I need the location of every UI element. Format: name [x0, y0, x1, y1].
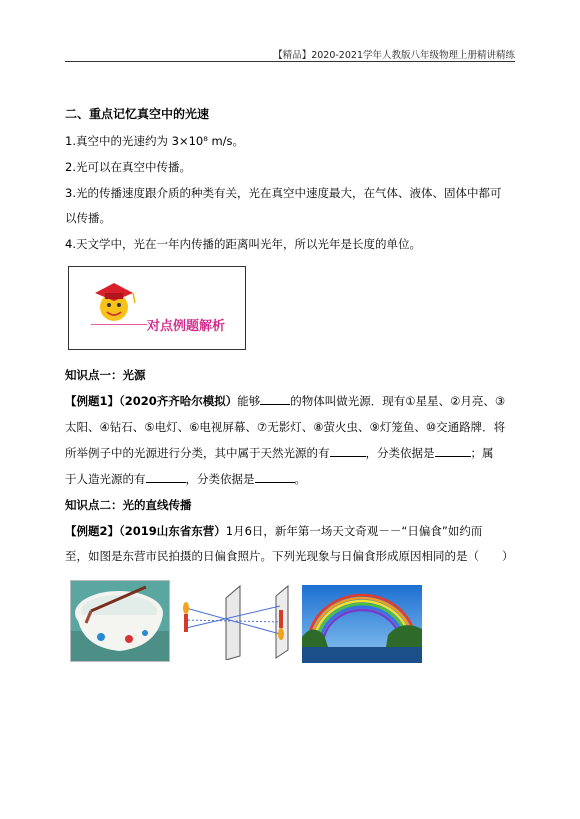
kp1-line-1: [65, 393, 525, 409]
text-span: ；属: [470, 446, 494, 460]
point-3-cont: 以传播。: [65, 211, 111, 225]
kp1-line-4: [65, 471, 525, 487]
page-header: 【精品】2020-2021学年人教版八年级物理上册精讲精练: [273, 50, 515, 61]
example-label: 【例题2】: [65, 524, 120, 538]
rainbow-landscape-photo: [302, 585, 422, 663]
kp2-title: 知识点二：光的直线传播: [65, 498, 192, 512]
pinhole-camera-diagram: [176, 582, 294, 660]
answer-blank[interactable]: [435, 445, 471, 457]
kp1-title: 知识点一：光源: [65, 368, 146, 382]
bowl-chopstick-refraction-photo: [70, 580, 170, 662]
point-4: 4.天文学中，光在一年内传播的距离叫光年，所以光年是长度的单位。: [65, 237, 421, 251]
text-span: 的物体叫做光源．现有①星星、②月亮、③: [290, 394, 506, 408]
answer-blank[interactable]: [146, 471, 186, 483]
banner-label: 对点例题解析: [147, 319, 226, 334]
answer-blank[interactable]: [260, 393, 290, 405]
kp2-line-1: [65, 523, 525, 539]
section-heading: 二、重点记忆真空中的光速: [65, 107, 210, 121]
text-span: ，分类依据是: [365, 446, 435, 460]
text-span: 1月6日，新年第一场天文奇观－－“日偏食”如约而: [225, 524, 483, 538]
answer-blank[interactable]: [255, 471, 295, 483]
example-source: （2019山东省东营）: [119, 524, 226, 538]
point-2: 2.光可以在真空中传播。: [65, 160, 191, 174]
text-span: 。: [294, 472, 306, 486]
graduate-cap-smiley-icon: [89, 279, 139, 325]
text-span: 于人造光源的有: [65, 472, 146, 486]
text-span: ，分类依据是: [185, 472, 255, 486]
banner-rule: [91, 324, 147, 325]
example-banner: [68, 266, 246, 350]
example-source: （2020齐齐哈尔模拟）: [119, 394, 238, 408]
kp1-line-3: [65, 445, 525, 461]
answer-blank[interactable]: [330, 445, 366, 457]
point-1: 1.真空中的光速约为 3×10⁸ m/s。: [65, 134, 245, 148]
kp2-line-2: 至，如图是东营市民拍摄的日偏食照片。下列光现象与日偏食形成原因相同的是（ ）: [65, 549, 514, 563]
text-span: 能够: [237, 394, 261, 408]
point-3: 3.光的传播速度跟介质的种类有关，光在真空中速度最大，在气体、液体、固体中都可: [65, 186, 502, 200]
header-rule: [65, 61, 515, 62]
text-span: 所举例子中的光源进行分类，其中属于天然光源的有: [65, 446, 330, 460]
kp1-line-2: 太阳、④钻石、⑤电灯、⑥电视屏幕、⑦无影灯、⑧萤火虫、⑨灯笼鱼、⑩交通路牌．将: [65, 420, 506, 434]
example-label: 【例题1】: [65, 394, 120, 408]
